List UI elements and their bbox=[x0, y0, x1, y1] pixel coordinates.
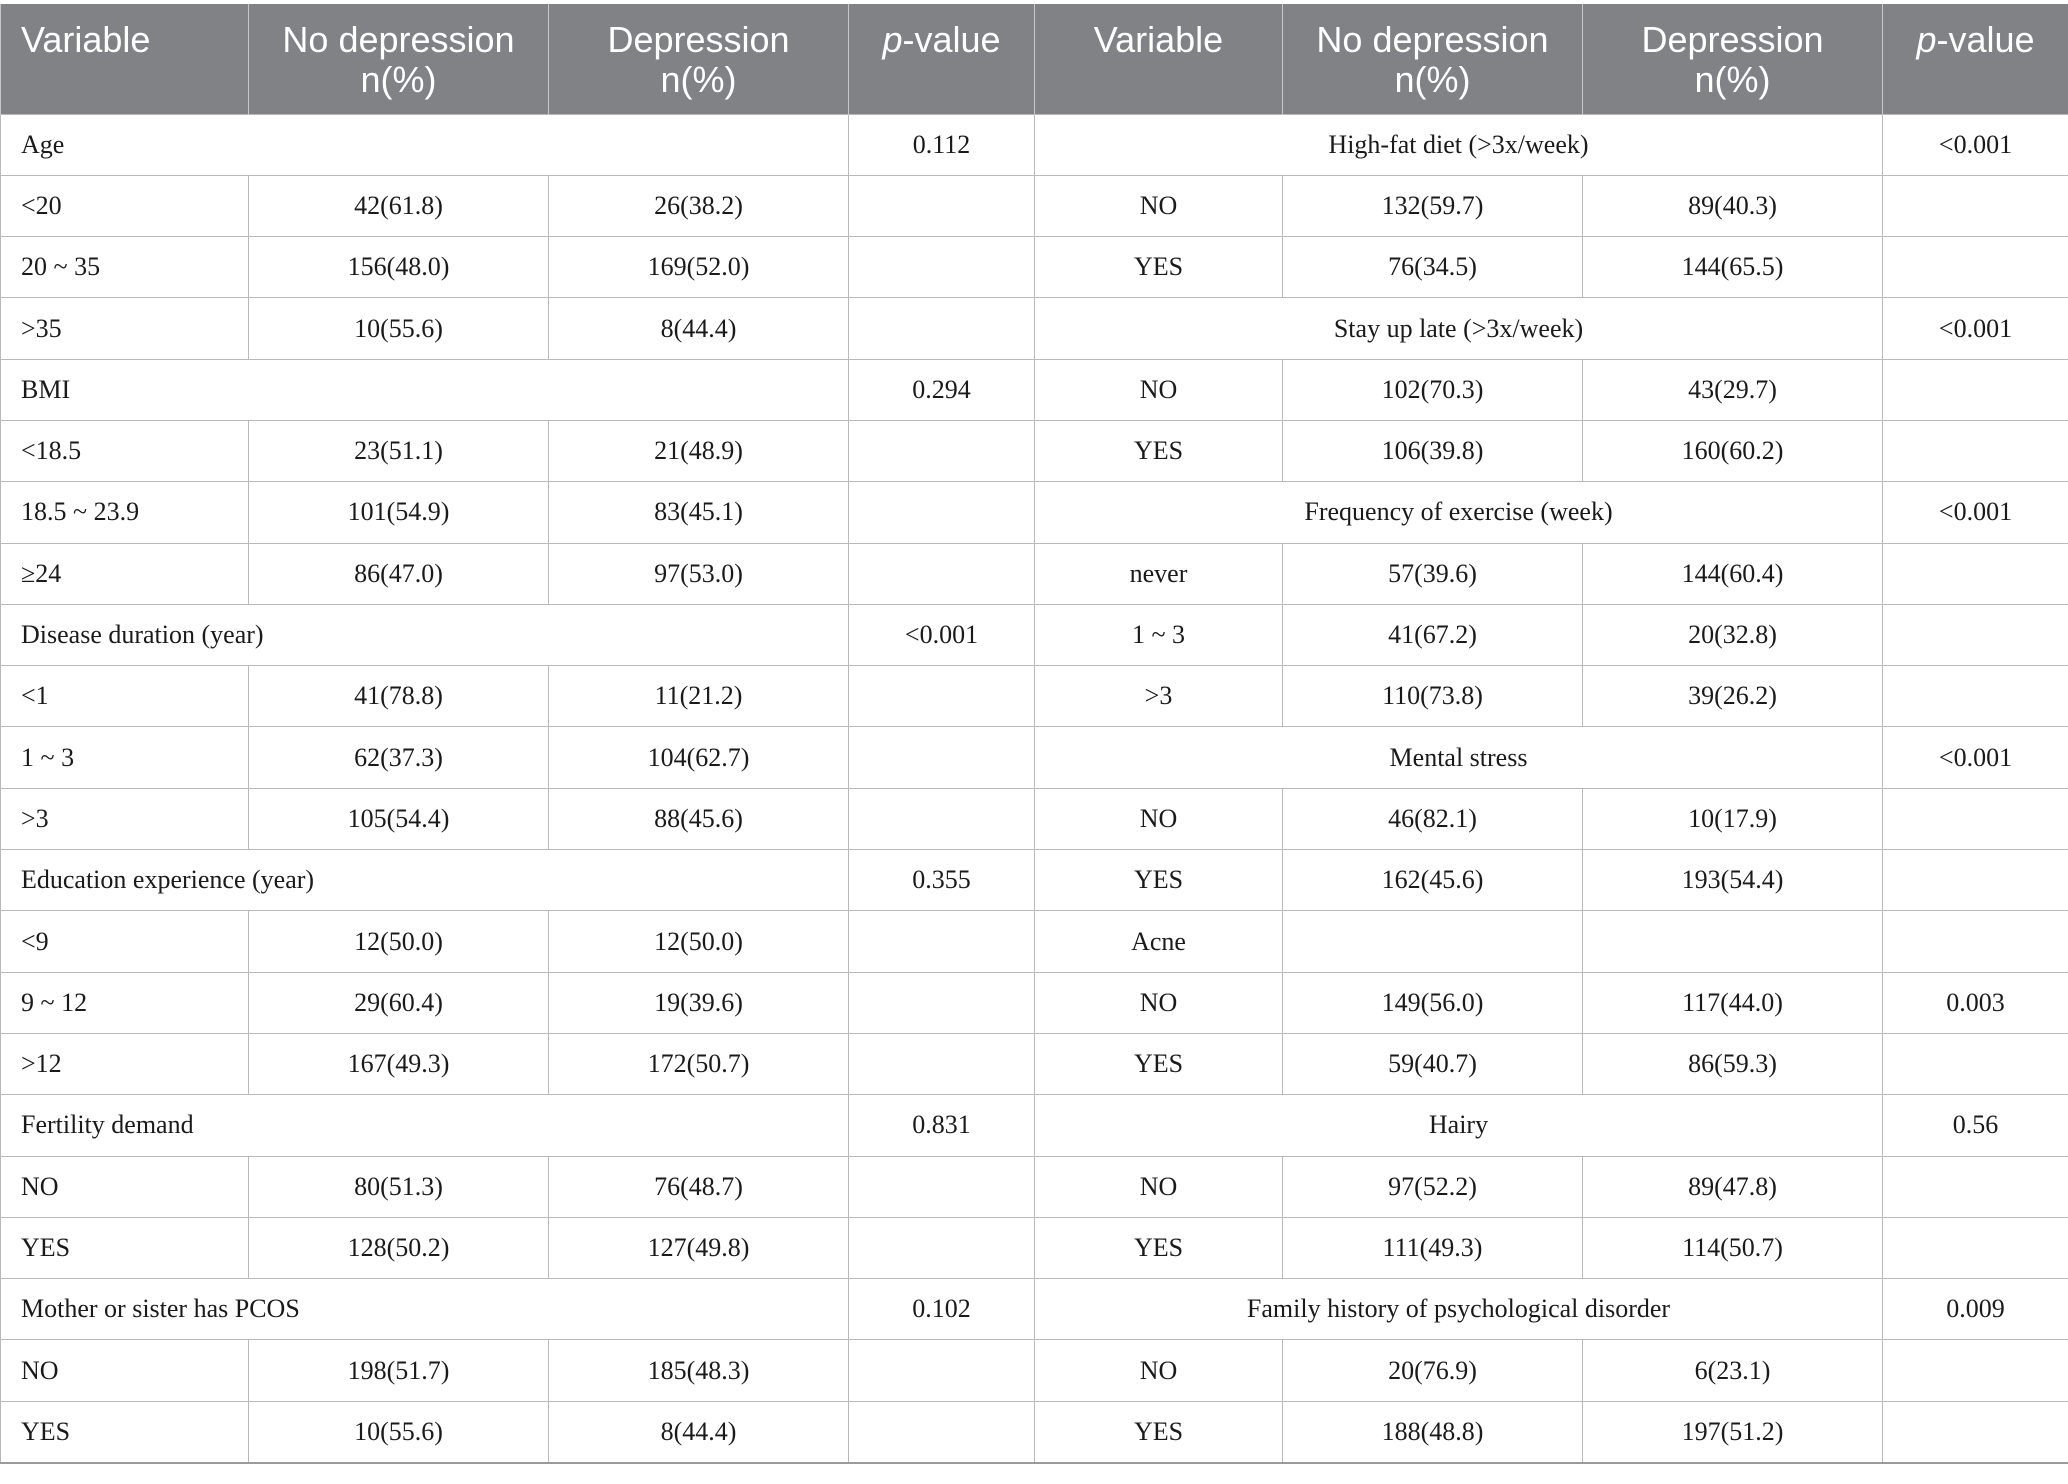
table-row bbox=[1, 1156, 2068, 1217]
variable-level-cell: YES bbox=[1035, 1401, 1283, 1462]
no-depression-cell: 41(78.8) bbox=[249, 666, 549, 727]
no-depression-cell: 102(70.3) bbox=[1283, 359, 1583, 420]
variable-level-cell: <9 bbox=[1, 911, 249, 972]
variable-category-cell: BMI bbox=[1, 359, 849, 420]
variable-category-cell: Mother or sister has PCOS bbox=[1, 1279, 849, 1340]
p-value-cell: 0.56 bbox=[1883, 1095, 2068, 1156]
depression-cell: 43(29.7) bbox=[1583, 359, 1883, 420]
p-value-cell: 0.009 bbox=[1883, 1279, 2068, 1340]
p-value-cell bbox=[849, 543, 1035, 604]
depression-cell: 11(21.2) bbox=[549, 666, 849, 727]
p-value-cell bbox=[1883, 543, 2068, 604]
table-row bbox=[1, 1279, 2068, 1340]
depression-cell: 26(38.2) bbox=[549, 175, 849, 236]
p-value-cell bbox=[849, 175, 1035, 236]
depression-cell: 12(50.0) bbox=[549, 911, 849, 972]
p-value-cell bbox=[1883, 604, 2068, 665]
depression-cell: 10(17.9) bbox=[1583, 788, 1883, 849]
variable-level-cell: NO bbox=[1035, 1156, 1283, 1217]
header-no-depression-right: No depression n(%) bbox=[1283, 4, 1583, 114]
p-value-cell bbox=[1883, 666, 2068, 727]
variable-level-cell: NO bbox=[1035, 359, 1283, 420]
depression-cell: 197(51.2) bbox=[1583, 1401, 1883, 1462]
no-depression-cell: 62(37.3) bbox=[249, 727, 549, 788]
variable-level-cell: YES bbox=[1035, 850, 1283, 911]
variable-category-cell: Family history of psychological disorder bbox=[1035, 1279, 1883, 1340]
table-row bbox=[1, 1217, 2068, 1278]
table-row bbox=[1, 911, 2068, 972]
p-value-cell bbox=[849, 237, 1035, 298]
depression-cell: 144(65.5) bbox=[1583, 237, 1883, 298]
variable-category-cell: Hairy bbox=[1035, 1095, 1883, 1156]
p-value-cell bbox=[1883, 420, 2068, 481]
depression-cell: 8(44.4) bbox=[549, 298, 849, 359]
variable-level-cell: never bbox=[1035, 543, 1283, 604]
depression-cell: 83(45.1) bbox=[549, 482, 849, 543]
no-depression-cell: 80(51.3) bbox=[249, 1156, 549, 1217]
no-depression-cell: 132(59.7) bbox=[1283, 175, 1583, 236]
p-value-cell: <0.001 bbox=[1883, 114, 2068, 175]
p-value-cell: 0.831 bbox=[849, 1095, 1035, 1156]
p-value-cell bbox=[849, 1217, 1035, 1278]
table-row bbox=[1, 972, 2068, 1033]
table-row bbox=[1, 175, 2068, 236]
variable-level-cell: >3 bbox=[1035, 666, 1283, 727]
depression-cell: 185(48.3) bbox=[549, 1340, 849, 1401]
p-value-cell bbox=[849, 1156, 1035, 1217]
p-value-cell bbox=[849, 1033, 1035, 1094]
variable-level-cell: 18.5 ~ 23.9 bbox=[1, 482, 249, 543]
depression-cell: 172(50.7) bbox=[549, 1033, 849, 1094]
no-depression-cell: 29(60.4) bbox=[249, 972, 549, 1033]
variable-level-cell: YES bbox=[1, 1401, 249, 1462]
header-p-value-left: p-value bbox=[849, 4, 1035, 114]
depression-cell: 39(26.2) bbox=[1583, 666, 1883, 727]
no-depression-cell: 23(51.1) bbox=[249, 420, 549, 481]
table-row bbox=[1, 420, 2068, 481]
p-value-cell bbox=[849, 298, 1035, 359]
variable-level-cell: 1 ~ 3 bbox=[1, 727, 249, 788]
p-value-cell bbox=[1883, 850, 2068, 911]
depression-comparison-table bbox=[0, 4, 2068, 1464]
depression-cell: 6(23.1) bbox=[1583, 1340, 1883, 1401]
variable-level-cell: NO bbox=[1035, 788, 1283, 849]
header-depression-left: Depression n(%) bbox=[549, 4, 849, 114]
p-value-cell bbox=[1883, 1340, 2068, 1401]
no-depression-cell: 128(50.2) bbox=[249, 1217, 549, 1278]
no-depression-cell: 188(48.8) bbox=[1283, 1401, 1583, 1462]
no-depression-cell: 162(45.6) bbox=[1283, 850, 1583, 911]
table-row bbox=[1, 850, 2068, 911]
depression-cell: 193(54.4) bbox=[1583, 850, 1883, 911]
depression-cell: 86(59.3) bbox=[1583, 1033, 1883, 1094]
variable-level-cell: >3 bbox=[1, 788, 249, 849]
table-row bbox=[1, 788, 2068, 849]
variable-level-cell: <20 bbox=[1, 175, 249, 236]
variable-level-cell: NO bbox=[1035, 972, 1283, 1033]
depression-cell: 160(60.2) bbox=[1583, 420, 1883, 481]
p-value-cell: <0.001 bbox=[1883, 727, 2068, 788]
variable-level-cell: Acne bbox=[1035, 911, 1283, 972]
table-body bbox=[1, 114, 2068, 1463]
table-row bbox=[1, 114, 2068, 175]
no-depression-cell: 106(39.8) bbox=[1283, 420, 1583, 481]
depression-cell: 89(47.8) bbox=[1583, 1156, 1883, 1217]
p-value-cell bbox=[849, 788, 1035, 849]
table-row bbox=[1, 727, 2068, 788]
p-value-cell bbox=[849, 727, 1035, 788]
p-value-cell bbox=[1883, 359, 2068, 420]
variable-level-cell: NO bbox=[1035, 175, 1283, 236]
variable-level-cell: 20 ~ 35 bbox=[1, 237, 249, 298]
p-value-cell bbox=[1883, 1401, 2068, 1462]
no-depression-cell: 59(40.7) bbox=[1283, 1033, 1583, 1094]
no-depression-cell: 41(67.2) bbox=[1283, 604, 1583, 665]
no-depression-cell: 86(47.0) bbox=[249, 543, 549, 604]
table-row bbox=[1, 1401, 2068, 1462]
p-value-cell bbox=[849, 666, 1035, 727]
no-depression-cell: 42(61.8) bbox=[249, 175, 549, 236]
p-value-cell bbox=[849, 1340, 1035, 1401]
no-depression-cell: 97(52.2) bbox=[1283, 1156, 1583, 1217]
table-header bbox=[1, 4, 2068, 114]
header-p-value-right: p-value bbox=[1883, 4, 2068, 114]
depression-cell: 20(32.8) bbox=[1583, 604, 1883, 665]
depression-cell: 8(44.4) bbox=[549, 1401, 849, 1462]
p-value-cell bbox=[1883, 1033, 2068, 1094]
p-value-cell: 0.355 bbox=[849, 850, 1035, 911]
no-depression-cell bbox=[1283, 911, 1583, 972]
variable-level-cell: NO bbox=[1, 1156, 249, 1217]
p-value-cell bbox=[849, 420, 1035, 481]
p-value-cell bbox=[1883, 1217, 2068, 1278]
no-depression-cell: 105(54.4) bbox=[249, 788, 549, 849]
depression-cell: 169(52.0) bbox=[549, 237, 849, 298]
p-value-cell: <0.001 bbox=[849, 604, 1035, 665]
table-row bbox=[1, 604, 2068, 665]
variable-level-cell: YES bbox=[1, 1217, 249, 1278]
variable-level-cell: NO bbox=[1, 1340, 249, 1401]
p-value-cell bbox=[849, 482, 1035, 543]
variable-level-cell: NO bbox=[1035, 1340, 1283, 1401]
table-row bbox=[1, 543, 2068, 604]
table-row bbox=[1, 1033, 2068, 1094]
variable-level-cell: <18.5 bbox=[1, 420, 249, 481]
p-value-cell bbox=[849, 972, 1035, 1033]
depression-cell: 19(39.6) bbox=[549, 972, 849, 1033]
p-value-cell bbox=[1883, 175, 2068, 236]
no-depression-cell: 46(82.1) bbox=[1283, 788, 1583, 849]
no-depression-cell: 156(48.0) bbox=[249, 237, 549, 298]
no-depression-cell: 10(55.6) bbox=[249, 1401, 549, 1462]
p-value-cell bbox=[849, 911, 1035, 972]
p-value-cell bbox=[1883, 237, 2068, 298]
variable-level-cell: >12 bbox=[1, 1033, 249, 1094]
variable-level-cell: YES bbox=[1035, 1217, 1283, 1278]
header-depression-right: Depression n(%) bbox=[1583, 4, 1883, 114]
no-depression-cell: 149(56.0) bbox=[1283, 972, 1583, 1033]
depression-cell: 76(48.7) bbox=[549, 1156, 849, 1217]
variable-level-cell: <1 bbox=[1, 666, 249, 727]
header-variable-right: Variable bbox=[1035, 4, 1283, 114]
p-value-cell bbox=[1883, 788, 2068, 849]
table-row bbox=[1, 482, 2068, 543]
p-value-cell: 0.003 bbox=[1883, 972, 2068, 1033]
no-depression-cell: 76(34.5) bbox=[1283, 237, 1583, 298]
variable-level-cell: 9 ~ 12 bbox=[1, 972, 249, 1033]
variable-level-cell: YES bbox=[1035, 420, 1283, 481]
variable-category-cell: Mental stress bbox=[1035, 727, 1883, 788]
no-depression-cell: 101(54.9) bbox=[249, 482, 549, 543]
p-value-cell: 0.112 bbox=[849, 114, 1035, 175]
depression-cell bbox=[1583, 911, 1883, 972]
depression-cell: 97(53.0) bbox=[549, 543, 849, 604]
no-depression-cell: 111(49.3) bbox=[1283, 1217, 1583, 1278]
header-variable-left: Variable bbox=[1, 4, 249, 114]
p-value-cell bbox=[1883, 1156, 2068, 1217]
p-value-cell bbox=[849, 1401, 1035, 1462]
table-row bbox=[1, 298, 2068, 359]
depression-cell: 88(45.6) bbox=[549, 788, 849, 849]
p-value-cell: <0.001 bbox=[1883, 482, 2068, 543]
depression-cell: 104(62.7) bbox=[549, 727, 849, 788]
no-depression-cell: 20(76.9) bbox=[1283, 1340, 1583, 1401]
depression-cell: 117(44.0) bbox=[1583, 972, 1883, 1033]
variable-category-cell: Disease duration (year) bbox=[1, 604, 849, 665]
depression-cell: 21(48.9) bbox=[549, 420, 849, 481]
no-depression-cell: 12(50.0) bbox=[249, 911, 549, 972]
table-row bbox=[1, 1095, 2068, 1156]
variable-level-cell: 1 ~ 3 bbox=[1035, 604, 1283, 665]
depression-cell: 114(50.7) bbox=[1583, 1217, 1883, 1278]
table-row bbox=[1, 1340, 2068, 1401]
table-row bbox=[1, 666, 2068, 727]
p-value-cell: 0.294 bbox=[849, 359, 1035, 420]
depression-cell: 89(40.3) bbox=[1583, 175, 1883, 236]
no-depression-cell: 57(39.6) bbox=[1283, 543, 1583, 604]
no-depression-cell: 10(55.6) bbox=[249, 298, 549, 359]
depression-cell: 144(60.4) bbox=[1583, 543, 1883, 604]
table-row bbox=[1, 359, 2068, 420]
variable-category-cell: Fertility demand bbox=[1, 1095, 849, 1156]
variable-level-cell: YES bbox=[1035, 237, 1283, 298]
variable-category-cell: Age bbox=[1, 114, 849, 175]
variable-category-cell: Frequency of exercise (week) bbox=[1035, 482, 1883, 543]
variable-category-cell: Stay up late (>3x/week) bbox=[1035, 298, 1883, 359]
variable-category-cell: Education experience (year) bbox=[1, 850, 849, 911]
variable-level-cell: >35 bbox=[1, 298, 249, 359]
p-value-cell: <0.001 bbox=[1883, 298, 2068, 359]
variable-category-cell: High-fat diet (>3x/week) bbox=[1035, 114, 1883, 175]
variable-level-cell: YES bbox=[1035, 1033, 1283, 1094]
p-value-cell bbox=[1883, 911, 2068, 972]
depression-cell: 127(49.8) bbox=[549, 1217, 849, 1278]
header-no-depression-left: No depression n(%) bbox=[249, 4, 549, 114]
no-depression-cell: 198(51.7) bbox=[249, 1340, 549, 1401]
no-depression-cell: 167(49.3) bbox=[249, 1033, 549, 1094]
table-row bbox=[1, 237, 2068, 298]
no-depression-cell: 110(73.8) bbox=[1283, 666, 1583, 727]
p-value-cell: 0.102 bbox=[849, 1279, 1035, 1340]
variable-level-cell: ≥24 bbox=[1, 543, 249, 604]
